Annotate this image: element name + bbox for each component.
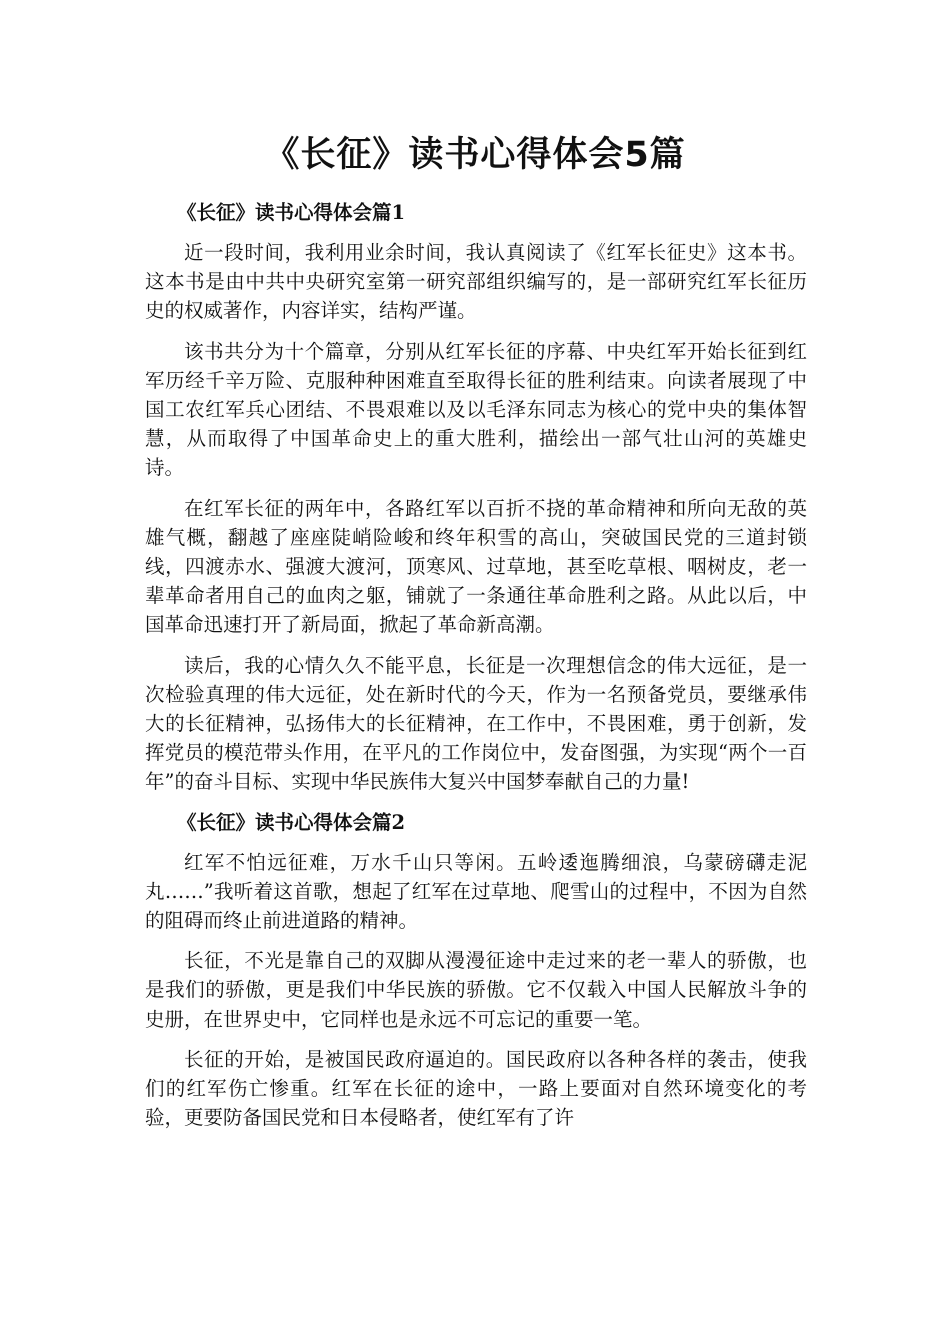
paragraph: 红军不怕远征难，万水千山只等闲。五岭逶迤腾细浪，乌蒙磅礴走泥丸……”我听着这首歌，想起了红军在过草地、爬雪山的过程中，不因为自然的阻碍而终止前进道路的精神。 — [145, 850, 807, 933]
paragraph: 近一段时间，我利用业余时间，我认真阅读了《红军长征史》这本书。这本书是由中共中央研究室第一研究部组织编写的，是一部研究红军长征历史的权威著作，内容详实，结构严谨。 — [145, 241, 807, 323]
paragraph: 长征，不光是靠自己的双脚从漫漫征途中走过来的老一辈人的骄傲，也是我们的骄傲，更是我们中华民族的骄傲。它不仅载入中国人民解放斗争的史册，在世界史中，它同样也是永远不可忘记的重要一笔。 — [145, 949, 807, 1031]
section-2 — [145, 808, 807, 1133]
paragraph: 在红军长征的两年中，各路红军以百折不挠的革命精神和所向无敌的英雄气概，翻越了座座陡峭险峻和终年积雪的高山，突破国民党的三道封锁线，四渡赤水、强渡大渡河，顶寒风、过草地，甚至吃草根、咽树皮，老一辈革命者用自己的血肉之躯，铺就了一条通往革命胜利之路。从此以后，中国革命迅速打开了新局面，掀起了革命新高潮。 — [145, 496, 807, 637]
section-heading: 《长征》读书心得体会篇1 — [177, 201, 406, 224]
paragraph: 长征的开始，是被国民政府逼迫的。国民政府以各种各样的袭击，使我们的红军伤亡惨重。红军在长征的途中，一路上要面对自然环境变化的考验，更要防备国民党和日本侵略者，使红军有了许 — [145, 1047, 807, 1130]
section-heading: 《长征》读书心得体会篇2 — [177, 810, 406, 834]
paragraph: 该书共分为十个篇章，分别从红军长征的序幕、中央红军开始长征到红军历经千辛万险、克服种种困难直至取得长征的胜利结束。向读者展现了中国工农红军兵心团结、不畏艰难以及以毛泽东同志为核心的党中央的集体智慧，从而取得了中国革命史上的重大胜利，描绘出一部气壮山河的英雄史诗。 — [145, 339, 807, 480]
document-title: 《长征》读书心得体会5篇 — [264, 135, 686, 175]
section-1 — [145, 198, 807, 797]
document-body — [145, 198, 807, 1143]
paragraph: 读后，我的心情久久不能平息，长征是一次理想信念的伟大远征，是一次检验真理的伟大远征，处在新时代的今天，作为一名预备党员，要继承伟大的长征精神，弘扬伟大的长征精神，在工作中，不畏困难，勇于创新，发挥党员的模范带头作用，在平凡的工作岗位中，发奋图强，为实现“两个一百年”的奋斗目标、实现中华民族伟大复兴中国梦奉献自己的力量! — [145, 653, 807, 794]
